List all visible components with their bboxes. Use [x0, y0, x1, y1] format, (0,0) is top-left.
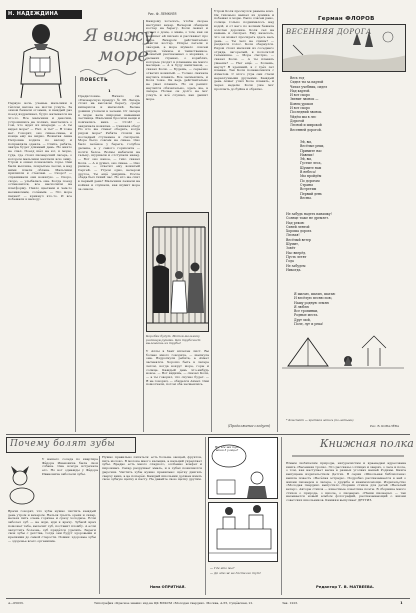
- poem-line: Шумите нам: [300, 165, 322, 170]
- story-column-1: Первую ночь учёные мальчики в тёплом вагоне не могли уснуть. За окном бежали огоньки, и каждый раз поезд вздрагивал, будто натыкался на что-то. Все мальчики и девочки, устроившись на полках, шептались о том, что ждёт их впереди. — А ты видел море? — Нет. А ты? — Я тоже нет. Говорят, оно синее-синее, и конца ему не видно. Вожатая Анна Петровна ходила по вагону и поправляла одеяла. — Спите, ребята, завтра будет длинный день. Но никто не спал. Поезд шёл на юг, к морю, туда, где стоял пионерский лагерь, о котором мальчики мечтали всю зиму. Утром в окнах показались горы. Они были высокие, покрытые лесом, а над ними плыли облака. Мальчики прилипли к стёклам. — Скоро? — спрашивали они вожатую. — Скоро, скоро, — улыбалась она. Когда поезд остановился, все выскочили на платформу. Пахло цветами и чем-то незнакомым, солёным. — Это море пахнет! — крикнул кто-то. И все побежали к выходу.: [8, 102, 72, 202]
- wave-decoration: [80, 62, 140, 72]
- books-title: Книжная полка: [320, 437, 414, 450]
- poem-line: Я шагаю, шагаю, шагаю: [294, 292, 336, 296]
- poem-line: Густые леса,: [300, 161, 322, 166]
- family-gate-illustration: [146, 212, 209, 332]
- poem-author: Герман ФЛОРОВ: [318, 16, 375, 22]
- poem-footnote: * Конспект — краткая запись (по-латыни).: [286, 418, 355, 422]
- poem-line: Зовёт: [286, 246, 296, 251]
- poem-line: В небеса!: [300, 170, 317, 175]
- poem-illustrator: Рис. В. КОВАЛЁВА: [370, 424, 400, 428]
- poem-line: Нас вперёд.: [286, 250, 307, 255]
- poem-line: Лесная!: [286, 233, 300, 238]
- quiz-headline: Ну, где же тут ваши 3 улицы?: [214, 445, 240, 453]
- poem-line: Лесной и широкой: [290, 123, 322, 128]
- poem-line: Уйдём мы в лес: [290, 114, 317, 119]
- poem-line: Встретим: [300, 187, 317, 192]
- footer-printer: Типография «Красное знамя» изд-ва ЦК ВЛКСМ «Молодая гвардия». Москва, А-55, Сущёвская, 21.: [94, 601, 254, 605]
- poem-line: Шумит,: [286, 242, 299, 247]
- quiz-cartoon-2: [208, 502, 278, 562]
- poem-line: Весны.: [300, 195, 312, 200]
- footer-order: Зак. 1223.: [282, 601, 299, 605]
- poem-line: Дорогой: [290, 118, 305, 123]
- poem-line: Эй, вы,: [300, 140, 312, 144]
- poem-line: Навеки!: [300, 152, 314, 157]
- poem-line: Хороша дорога: [286, 229, 312, 234]
- illustration-caption: Коробки будут. Моток-мальчику раскинув руками. Как трубочист вылезаешь из трубы!: [146, 334, 201, 346]
- poem-line: Конец уроков: [290, 101, 314, 106]
- poem-line: Не забудь надеть панамку!: [286, 212, 332, 216]
- poem-line: Эй, вы,: [300, 157, 312, 162]
- story-chapter: 1: [108, 88, 111, 93]
- why-author: Нина ОПРИТНАЯ.: [150, 585, 186, 589]
- story-title-line2: море: [98, 44, 149, 66]
- poem-line: Родные места.: [294, 313, 319, 318]
- poem-line: Весь год: [290, 76, 305, 80]
- story-column-4: Утром Коля проснулся раньше всех. Он тихонько вышел из домика и побежал к морю. Было совсем рано, солнце только поднималось над водой, и от него по волнам бежала золотая дорожка. Коля сел на камень и смотрел. Ему казалось, что он может просидеть здесь весь день. — Ты чего не спишь? — раздался голос. Коля обернулся. Рядом стоял мальчик из соседнего отряда, загорелый, в полосатой тельняшке. — Море смотрю, — сказал Коля. — А ты плавать умеешь? — Нет ещё. — Хочешь, научу? Я здешний, я с трёх лет плаваю. Так Коля познакомился с Ахметом. С этого утра они стали неразлучными друзьями. Каждый день Ахмет учил Коле плавать, и через неделю Коля уже мог проплыть до буйка и обратно.: [214, 10, 274, 91]
- poem-line: Читал учебник, сидел: [290, 84, 328, 89]
- story-column-2: Предисловие. Начало см. «Пионерскую правду» № 38. Лагерь стоял на высоком берегу, среди кипарисов и магнолий. Белые домики утопали в зелени. От лагеря к морю вела широкая каменная лестница. Мальчики бросили вещи и помчались вниз. — Стой! — закричала вожатая. — Сначала обед! Но кто же станет обедать, когда рядом море? Ребята стояли на последней ступеньке и смотрели. Море было совсем не синее. Оно было зелёное у берега, голубое дальше, а у самого горизонта — почти белое. Волны набегали на гальку, шуршали и отступали назад. — Вот оно какое, — тихо сказал Коля. — А я думал, оно синее. — Оно разное, — ответил ему вожатый Сергей. — Утром одно, вечером другое. Ты ещё увидишь. После обеда был тихий час. Но кто же спит в первый день? Мальчики лежали на койках и слушали, как шумит море за окном.: [78, 95, 140, 191]
- story-title-line1: Я вижу: [84, 26, 154, 46]
- footer-code: А—05033.: [8, 601, 24, 605]
- poem-line: И вот скоро: [290, 106, 310, 111]
- page-number: 1: [400, 600, 403, 605]
- story-column-3: Каждому хотелось, чтобы скорее наступил вечер. Вечером обещали костёр на берегу. Коля лежал и думал о доме, о маме, о том, как он напишет ей письмо и расскажет про море. Вечером действительно зажгли костёр. Искры летели к звёздам, а море шумело совсем рядом, тёмное и таинственное. Вожатый рассказывал о моряках, о дальних странах, о кораблях, которые уходят в плавание на много месяцев. — А я буду капитаном, — сказал Коля. — Будешь, — серьёзно ответил вожатый. — Только сначала научись плавать. Все засмеялись, и Коля тоже. Он ведь действительно не умел плавать. Но он решил: научится обязательно, здесь же, в лагере. Ночью он долго не мог уснуть и всё слушал, как дышит море.: [146, 20, 208, 101]
- poem-line: Весёлые реки,: [300, 144, 325, 149]
- poem-line: Никогда.: [286, 267, 302, 272]
- why-title: Почему болят зубы: [10, 439, 116, 449]
- story-column-6: У Аллы в бант вплетён лист. Вы больно много говорите, — шепнула она. Вздрогнули ребята, а Ахмет засмеялся. Хорошо быть в лагере летом, когда вокруг море, горы и солнце. Каждый день что-нибудь новое. — Вот видишь, — сказал Коля, — а ты говорил, что скучно будет. — Я не говорил, — обиделся Ахмет. Они помолчали, потом оба засмеялись.: [146, 350, 209, 387]
- quiz-caption-1: — Где это мы?: [210, 566, 235, 570]
- poem-line: И вот скоро: [290, 93, 310, 98]
- poem-line: Все тропинки,: [294, 309, 319, 314]
- why-column-2: Нужно правильно питаться: есть больше овощей, фруктов, пить молоко. В молоке много кальция, а кальций укрепляет зубы. Вредно есть много сладкого, особенно конфет и пирожных. Сахар разрушает эмаль, и в зубах появляются дырочки. Чистить зубы нужно правильно: щётку двигать сверху вниз, а не поперёк. Каждый школьник должен иметь свою зубную щётку и пасту. Не давайте свою щётку другим.: [102, 456, 202, 482]
- poem-line: Звенит звонок —: [290, 97, 319, 102]
- poem-line: Года: [286, 259, 294, 264]
- books-editor: Редактор Т. В. МАТВЕЕВА.: [316, 584, 375, 589]
- poem-line: Сидел ты за партой: [290, 80, 324, 85]
- poem-part-3: [286, 212, 400, 272]
- poem-line: Не забудем: [286, 263, 306, 268]
- poem-line: Страны: [300, 182, 313, 187]
- poem-line: Последний звонок.: [290, 110, 323, 115]
- dog-illustration: [8, 456, 38, 508]
- books-text: Юным любителям природы, натуралистам и краеведам адресована книга «Весенняя тропа». Это рассказы о птицах и зверях, о лесе и поле, о том, как наступает весна в разных уголках нашей Родины. Книга выпущена издательством Детгиз. В серии «Школьная библиотека» вышла повесть «Весёлая эстрада». Подробно рассказывается в ней о жизни пионеров в лагере, о дружбе и взаимопомощи. Издательство «Молодая гвардия» выпустило сборник стихов для детей «Весёлый ветер». Авторы стихов — известные советские поэты. В сборнике много стихов о природе, о школе, о пионерах. «Наши пионеры» — так называется новый альбом фотографий, рассказывающий о жизни советских школьников. Книжки выпускает ДЕТГИЗ.: [286, 462, 406, 503]
- poem-line: Мы пройдём: [300, 174, 322, 179]
- poem-line: Синей лентой: [286, 224, 310, 229]
- story-author: Н. НАДЕЖДИНА: [8, 11, 59, 17]
- why-intro: У нашего соседа по квартире Фёдора Ивановича была своя собака. Она всегда встречала его. Но вот однажды у Фёдора Ивановича заболели зубы.: [42, 458, 98, 476]
- poem-line: Примите нас: [300, 148, 323, 153]
- poem-line: Над картой.: [290, 88, 311, 93]
- poem-line: Нашу родную землю: [294, 300, 330, 305]
- poem-line: Солнце тоже не дремлет.: [286, 216, 330, 221]
- poem-line: И весёлую песню пою,: [294, 296, 333, 301]
- poem-part-4: [294, 292, 402, 326]
- why-column-1: Врачи говорят, что зубы нужно чистить каждый день утром и вечером. Нельзя грызть орехи и сахар, нельзя пить очень горячее и сразу холодное. Если заболел зуб — не жди, иди к врачу. Зубной врач поможет тебе, вылечит зуб, поставит пломбу. А если запустить болезнь, зуб придётся удалить. Береги свои зубы с детства, тогда они будут здоровыми и крепкими до самой старости. Помни: здоровые зубы — здоровье всего организма.: [8, 510, 96, 543]
- poem-line: По дорогам: [300, 178, 320, 183]
- poem-line: Весёлый ветер: [286, 237, 311, 242]
- tent-campfire-illustration: [282, 328, 404, 372]
- poem-line: Пусть летят: [286, 254, 307, 259]
- poem-title: ВЕСЕННЯЯ ДОРОГА: [286, 28, 372, 36]
- story-continued: (Продолжение следует): [228, 424, 271, 428]
- poem-line: Поле, луг и река!: [294, 322, 324, 327]
- story-illustrator: Рис. Ф. ЛЕМКУЛЯ: [148, 12, 177, 16]
- poem-line: Весенней дорогой.: [290, 127, 322, 132]
- quiz-caption-2: — Да это ж на Гастелло тут!: [210, 571, 261, 575]
- boy-reading-illustration: [8, 22, 70, 100]
- poem-line: Первый день: [300, 191, 322, 196]
- poem-line: Над рекою: [286, 220, 305, 225]
- poem-part-2: [300, 140, 400, 200]
- story-genre: ПОВЕСТЬ: [80, 78, 109, 83]
- poem-part-1: [290, 76, 404, 132]
- poem-line: Друг мой,: [294, 317, 311, 322]
- poem-line: Я люблю: [294, 304, 310, 309]
